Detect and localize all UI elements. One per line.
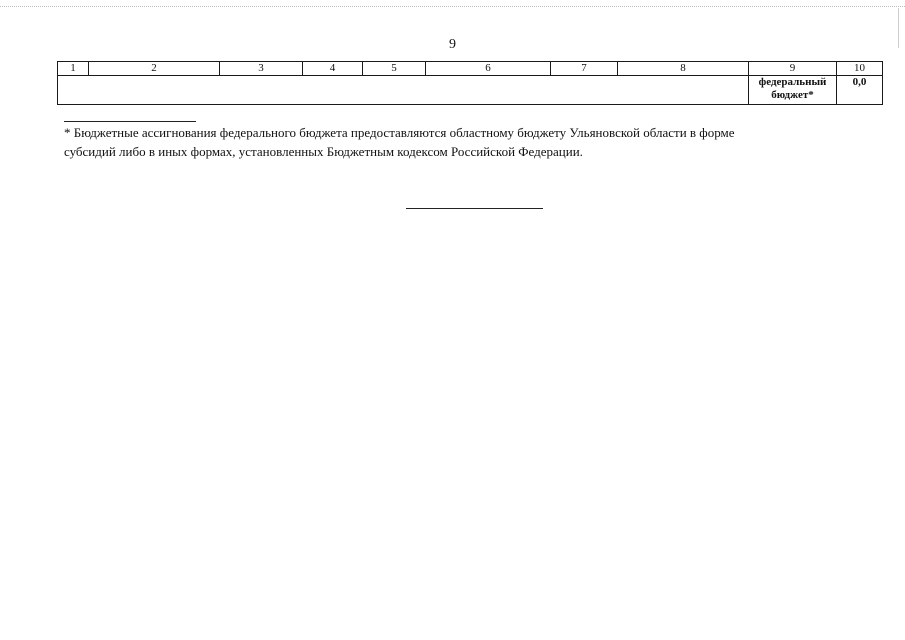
footnote-separator bbox=[64, 121, 196, 122]
funding-source-line: бюджет* bbox=[771, 89, 814, 101]
funding-source-line: федеральный bbox=[758, 76, 827, 88]
page-number: 9 bbox=[449, 37, 456, 52]
column-number: 2 bbox=[89, 62, 220, 76]
amount-cell: 0,0 bbox=[837, 76, 883, 105]
table-header-row bbox=[58, 62, 883, 76]
end-of-document-rule bbox=[406, 208, 543, 209]
footnote-line: субсидий либо в иных формах, установленных Бюджетным кодексом Российской Федерации. bbox=[64, 144, 583, 159]
column-number: 4 bbox=[303, 62, 363, 76]
budget-table bbox=[57, 61, 883, 105]
column-number: 10 bbox=[837, 62, 883, 76]
column-number: 6 bbox=[426, 62, 551, 76]
table-row bbox=[58, 76, 883, 105]
column-number: 8 bbox=[618, 62, 749, 76]
scan-edge-top bbox=[0, 6, 905, 7]
column-number: 7 bbox=[551, 62, 618, 76]
funding-source-cell bbox=[749, 76, 837, 105]
column-number: 3 bbox=[220, 62, 303, 76]
footnote bbox=[64, 123, 864, 161]
column-number: 9 bbox=[749, 62, 837, 76]
column-number: 5 bbox=[363, 62, 426, 76]
footnote-line: * Бюджетные ассигнования федерального бюджета предоставляются областному бюджету Ульяновской области в форме bbox=[64, 125, 735, 140]
column-number: 1 bbox=[58, 62, 89, 76]
empty-cell bbox=[58, 76, 749, 105]
